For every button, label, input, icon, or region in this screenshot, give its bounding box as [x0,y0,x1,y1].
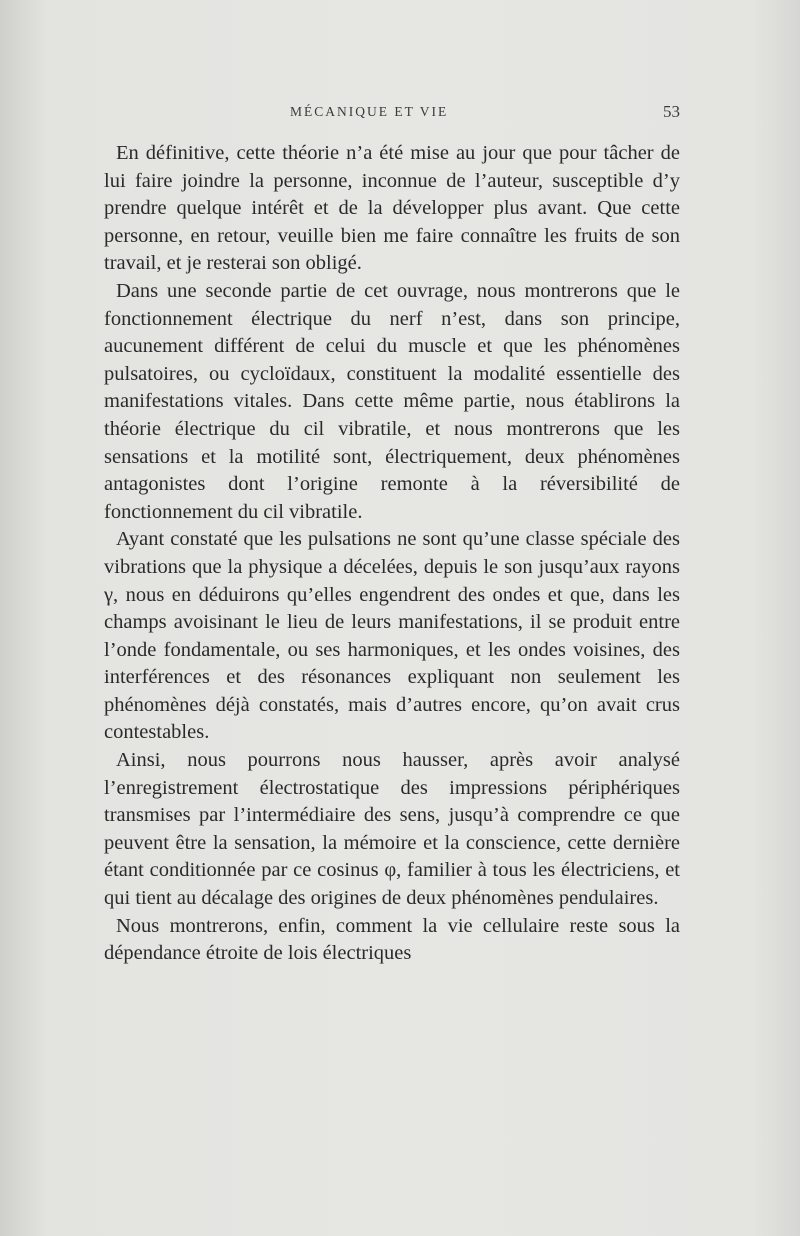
paragraph: Dans une seconde partie de cet ouvrage, nous montrerons que le fonctionnement électrique du nerf n’est, dans son principe, aucunement différent de celui du muscle et que les phénomènes pulsatoires, ou cycloïdaux, constituent la modalité essentielle des manifestations vitales. Dans cette même partie, nous établirons la théorie électrique du cil vibratile, et nous montrerons que les sensations et la motilité sont, électriquement, deux phénomènes antagonistes dont l’origine remonte à la réversibilité de fonctionnement du cil vibratile. [104,279,680,523]
paragraph: Nous montrerons, enfin, comment la vie cellulaire reste sous la dépendance étroite de lois électriques [104,914,680,965]
paragraph: Ayant constaté que les pulsations ne sont qu’une classe spéciale des vibrations que la physique a décelées, depuis le son jusqu’aux rayons γ, nous en déduirons qu’elles engendrent des ondes et que, dans les champs avoisinant le lieu de leurs manifestations, il se produit entre l’onde fondamentale, ou ses harmoniques, et les ondes voisines, des interférences et des résonances expliquant non seulement les phénomènes déjà constatés, mais d’autres encore, qu’on avait crus contestables. [104,528,680,744]
paragraph: Ainsi, nous pourrons nous hausser, après avoir analysé l’enregistrement électrostatique des impressions périphériques transmises par l’intermédiaire des sens, jusqu’à comprendre ce que peuvent être la sensation, la mémoire et la conscience, cette dernière étant conditionnée par ce cosinus φ, familier à tous les électriciens, et qui tient au décalage des origines de deux phénomènes pendulaires. [104,749,680,910]
paragraph: En définitive, cette théorie n’a été mise au jour que pour tâcher de lui faire joindre la personne, inconnue de l’auteur, susceptible d’y prendre quelque intérêt et de la développer plus avant. Que cette personne, en retour, veuille bien me faire connaître les fruits de son travail, et je resterai son obligé. [104,142,680,275]
running-head [290,104,680,128]
page-number: 53 [663,102,680,121]
running-head-title: MÉCANIQUE ET VIE [290,104,449,119]
body-text [104,140,680,968]
